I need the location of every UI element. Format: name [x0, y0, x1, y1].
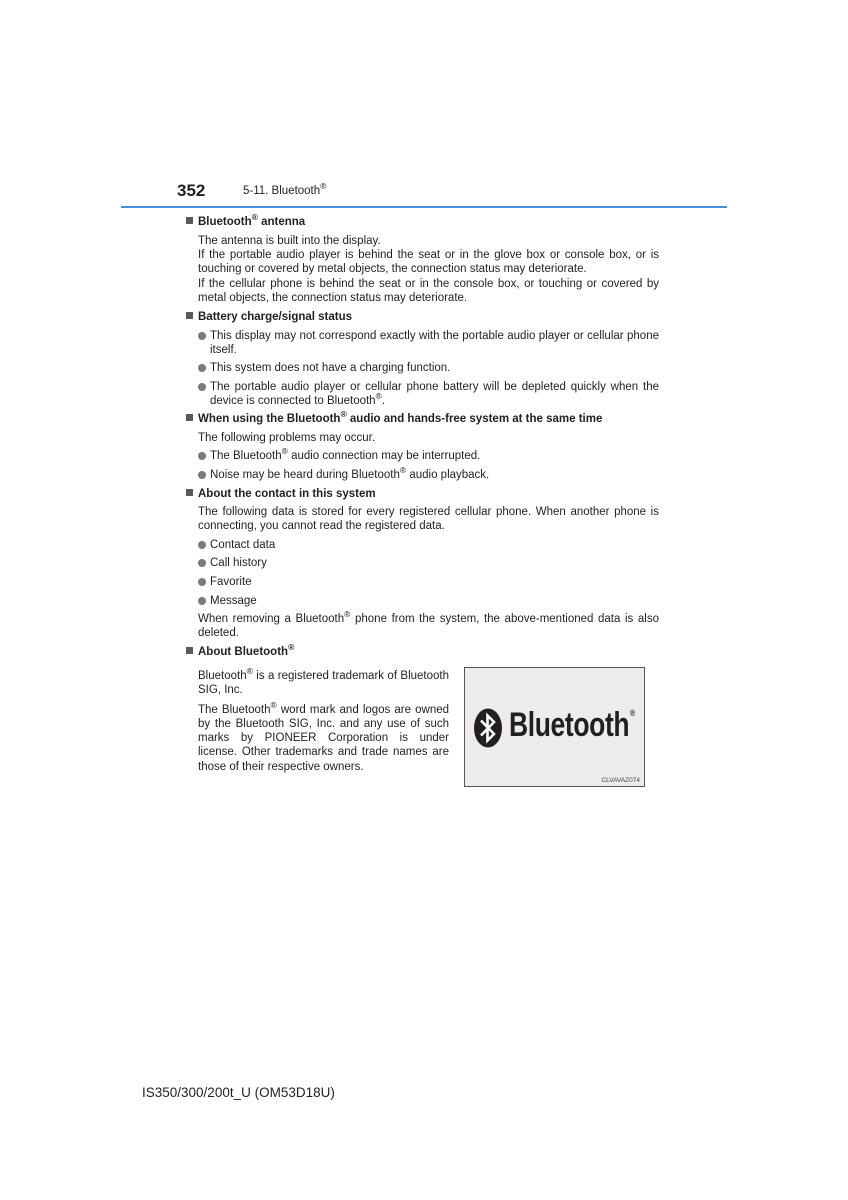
heading-about-bluetooth: About Bluetooth® [186, 645, 294, 659]
about-paragraph-2: The Bluetooth® word mark and logos are owned by the Bluetooth SIG, Inc. and any use of such marks by PIONEER Corporation is under license. Other trademarks and trade names are those of their respective owners. [198, 699, 450, 773]
round-bullet-icon [198, 471, 206, 479]
round-bullet-icon [198, 559, 206, 567]
heading-same-time: When using the Bluetooth® audio and hands-free system at the same time [186, 412, 602, 426]
about-text [198, 666, 450, 779]
antenna-paragraph-3: If the cellular phone is behind the seat or in the console box, or touching or covered by metal objects, the connection status may deteriorate. [198, 278, 659, 305]
figure-code: CLVAVAZ074 [601, 777, 640, 784]
header-rule [121, 206, 727, 208]
round-bullet-icon [198, 364, 206, 372]
square-bullet-icon [186, 217, 193, 224]
bluetooth-logo-figure [464, 667, 645, 787]
footer-model: IS350/300/200t_U (OM53D18U) [142, 1085, 335, 1100]
same-time-intro: The following problems may occur. [198, 432, 376, 444]
heading-battery-status: Battery charge/signal status [186, 310, 352, 324]
battery-bullet-1: This display may not correspond exactly with the portable audio player or cellular phone itself. [198, 329, 659, 358]
square-bullet-icon [186, 489, 193, 496]
square-bullet-icon [186, 312, 193, 319]
contact-item: Message [198, 594, 659, 608]
about-paragraph-1: Bluetooth® is a registered trademark of Bluetooth SIG, Inc. [198, 666, 449, 697]
bluetooth-wordmark: Bluetooth® [509, 706, 635, 744]
same-time-bullet-1: The Bluetooth® audio connection may be interrupted. [198, 449, 659, 463]
square-bullet-icon [186, 647, 193, 654]
round-bullet-icon [198, 332, 206, 340]
contact-outro: When removing a Bluetooth® phone from the system, the above-mentioned data is also deleted. [198, 609, 659, 640]
round-bullet-icon [198, 597, 206, 605]
contact-item: Call history [198, 556, 659, 570]
contact-item: Contact data [198, 538, 659, 552]
antenna-line-1: The antenna is built into the display. [198, 235, 381, 247]
bluetooth-icon [473, 708, 503, 748]
round-bullet-icon [198, 541, 206, 549]
round-bullet-icon [198, 383, 206, 391]
battery-bullet-2: This system does not have a charging function. [198, 361, 659, 375]
section-title: 5-11. Bluetooth® [243, 181, 327, 197]
heading-bluetooth-antenna: Bluetooth® antenna [186, 215, 305, 229]
page-number: 352 [177, 181, 206, 200]
battery-bullet-3: The portable audio player or cellular phone battery will be depleted quickly when the device is connected to Bluetooth®. [198, 380, 659, 409]
round-bullet-icon [198, 452, 206, 460]
same-time-bullet-2: Noise may be heard during Bluetooth® audio playback. [198, 468, 659, 482]
round-bullet-icon [198, 578, 206, 586]
square-bullet-icon [186, 414, 193, 421]
antenna-paragraph-2: If the portable audio player is behind the seat or in the glove box or console box, or is touching or covered by metal objects, the connection status may deteriorate. [198, 249, 659, 276]
heading-contact: About the contact in this system [186, 487, 376, 501]
contact-item: Favorite [198, 575, 659, 589]
contact-intro: The following data is stored for every registered cellular phone. When another phone is connecting, you cannot read the registered data. [198, 506, 659, 533]
registered-mark: ® [320, 181, 327, 191]
